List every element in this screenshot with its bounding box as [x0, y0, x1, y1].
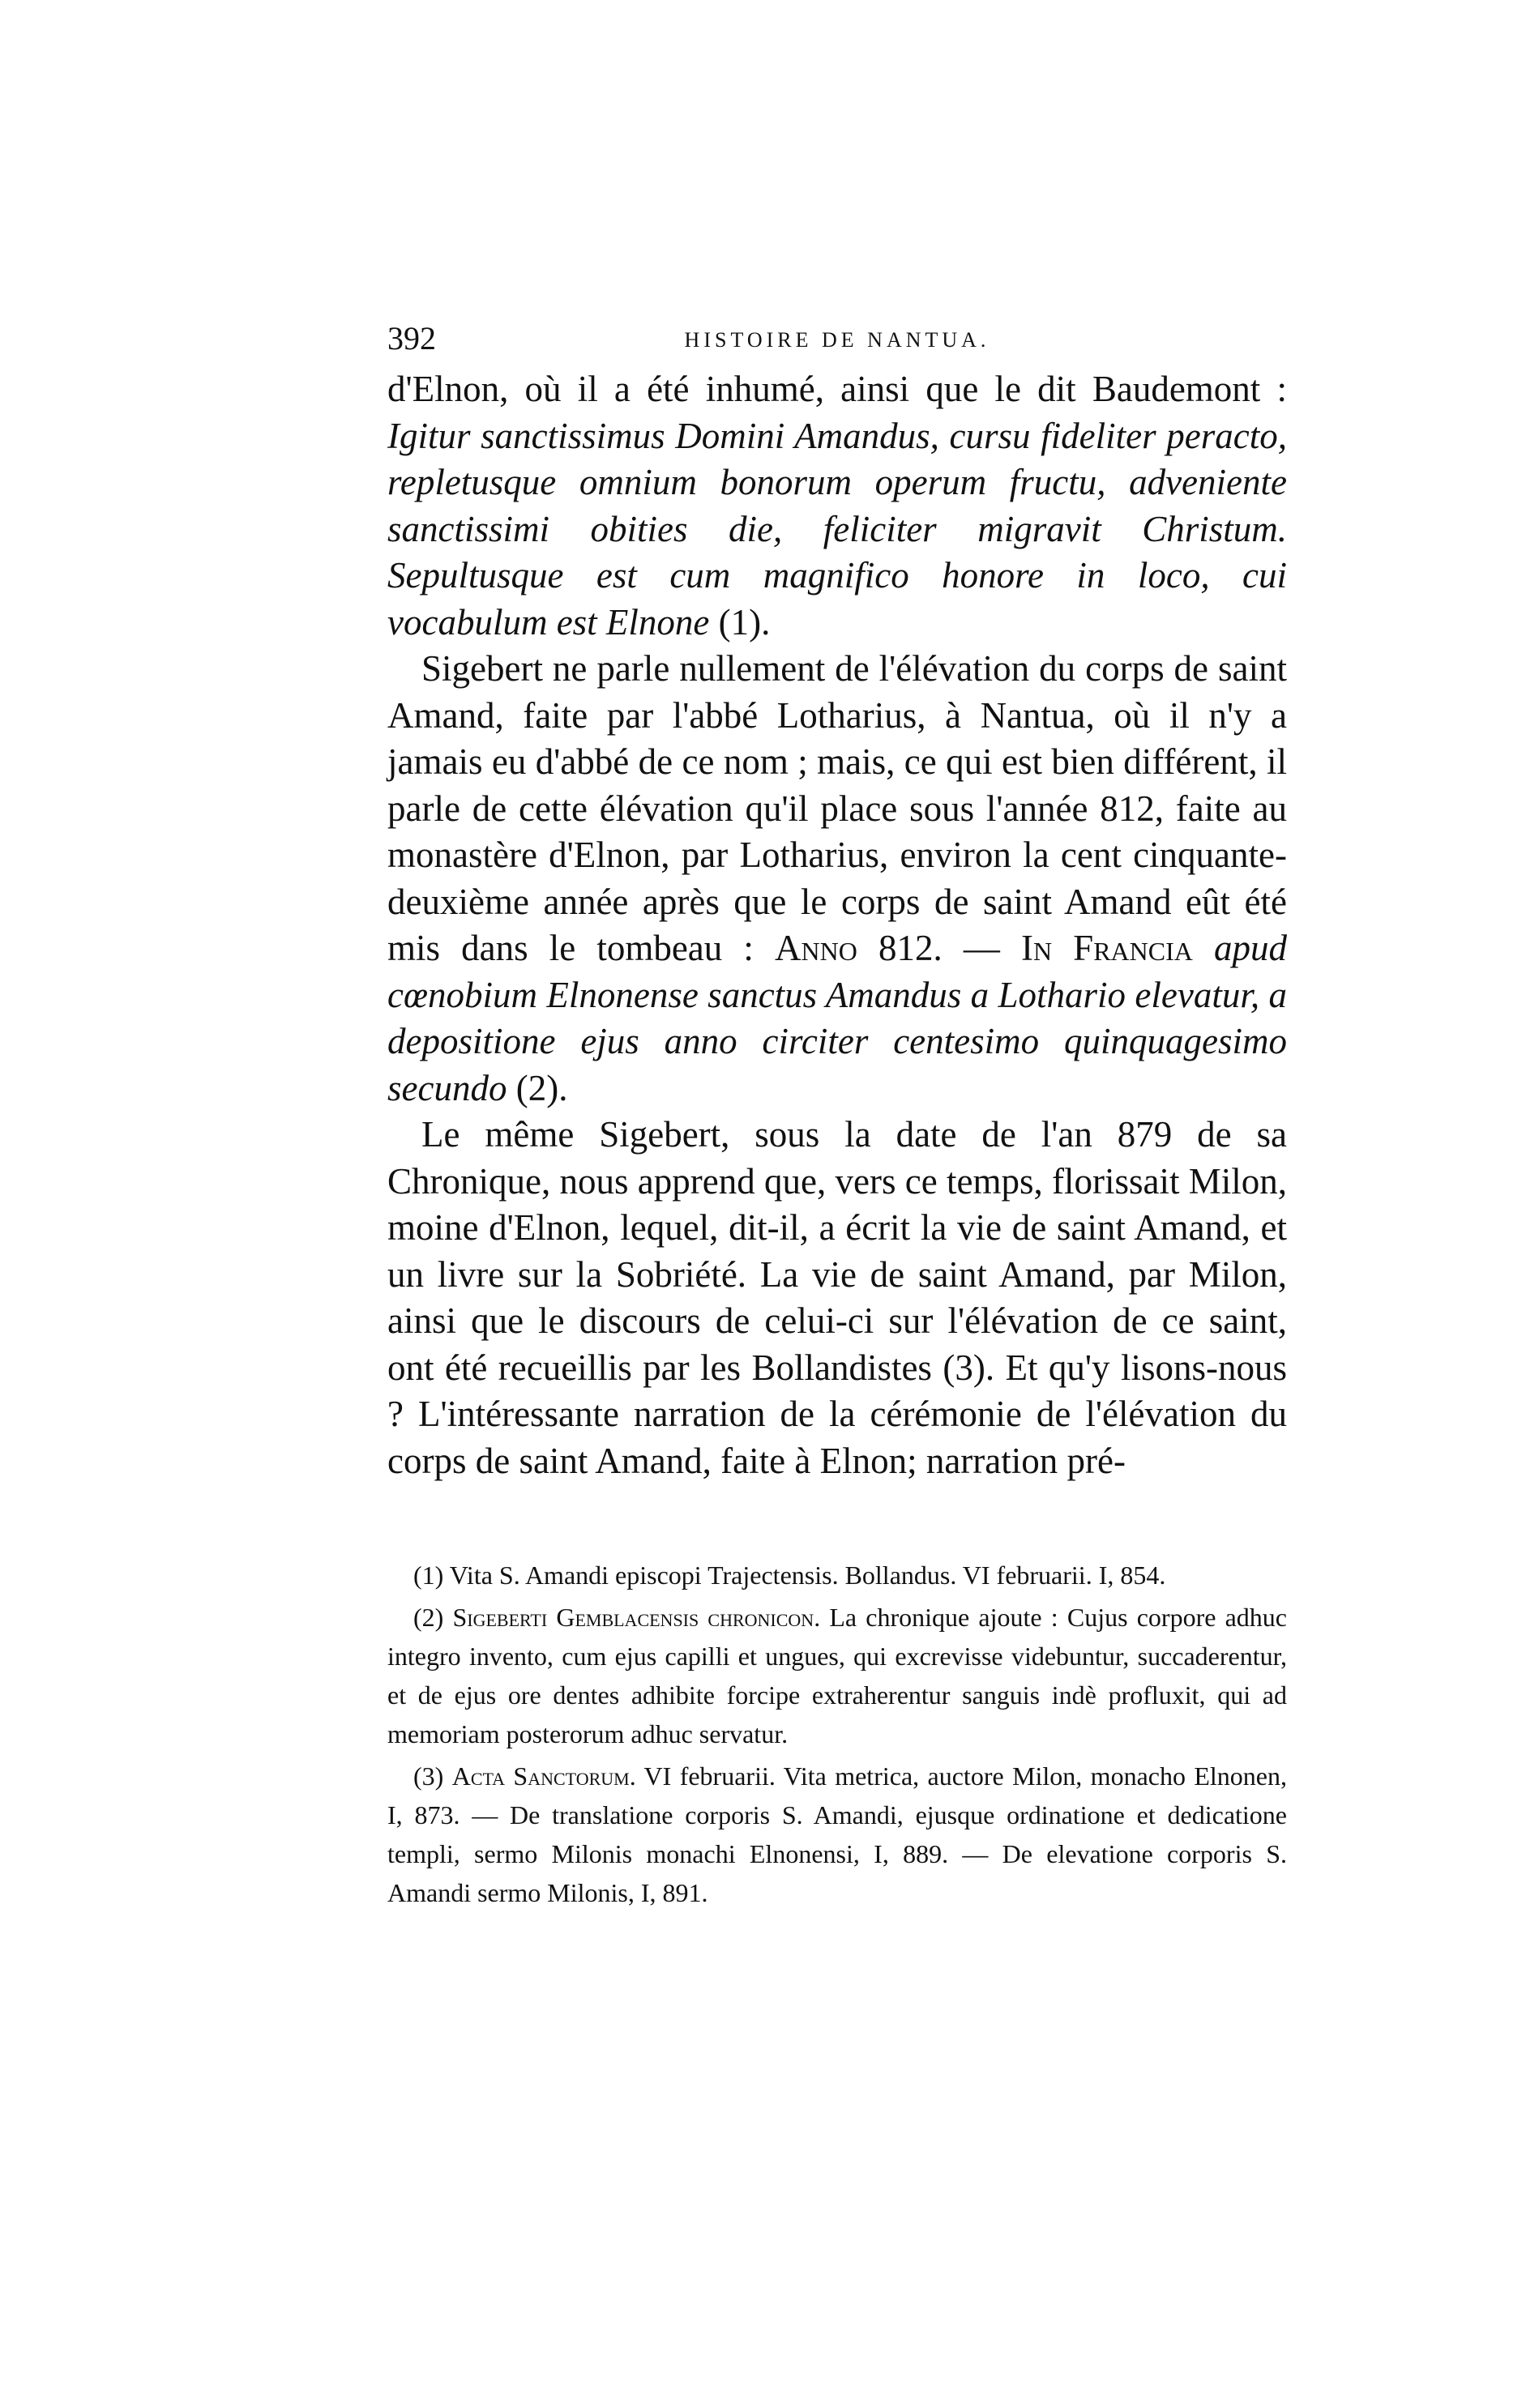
footnote-2	[387, 1598, 1287, 1753]
page-header	[387, 318, 1287, 360]
footnote-3-label: (3)	[413, 1761, 452, 1791]
footnote-ref-1: (1).	[709, 601, 771, 643]
latin-quotation-1: Igitur sanctissimus Domini Amandus, cursu fideliter peracto, repletusque omnium bonorum operum fructu, adveniente sanctissimi obities die, feliciter migravit Christum. Sepultusque est cum magnifico honore in loco, cui vocabulum est Elnone	[387, 415, 1287, 643]
footnotes	[387, 1556, 1287, 1912]
paragraph-2	[387, 646, 1287, 1112]
footnote-ref-2: (2).	[507, 1067, 568, 1108]
running-title: HISTOIRE DE NANTUA.	[684, 328, 990, 352]
footnote-2-source: Sigeberti Gemblacensis chronicon.	[452, 1603, 821, 1632]
footnote-3-text: VI februarii. Vita metrica, auctore Milon, monacho Elnonen, I, 873. — De translatione corporis S. Amandi, ejusque ordinatione et dedicatione templi, sermo Milonis monachi Elnonensi, I, 889. — De elevatione corporis S. Amandi sermo Milonis, I, 891.	[387, 1761, 1287, 1907]
main-text	[387, 366, 1287, 1484]
paragraph-2-text: Sigebert ne parle nullement de l'élévation du corps de saint Amand, faite par l'abbé Lotharius, à Nantua, où il n'y a jamais eu d'abbé de ce nom ; mais, ce qui est bien différent, il parle de cette élévation qu'il place sous l'année 812, faite au monastère d'Elnon, par Lotharius, environ la cent cinquante-deuxième année après que le corps de saint Amand eût été mis dans le tombeau :	[387, 648, 1287, 968]
footnote-2-label: (2)	[413, 1603, 453, 1632]
footnote-1: (1) Vita S. Amandi episcopi Trajectensis. Bollandus. VI februarii. I, 854.	[413, 1561, 1166, 1590]
annal-heading: Anno 812. — In Francia	[775, 928, 1193, 968]
page-number: 392	[387, 320, 436, 357]
footnote-3-source: Acta Sanctorum.	[451, 1761, 636, 1791]
paragraph-1	[387, 366, 1287, 646]
footnote-3	[387, 1757, 1287, 1912]
paragraph-1-text: d'Elnon, où il a été inhumé, ainsi que le dit Baudemont :	[387, 369, 1287, 409]
latin-quotation-2: apud cœnobium Elnonense sanctus Amandus a Lothario elevatur, a depositione ejus anno circiter centesimo quinquagesimo secundo	[387, 928, 1288, 1108]
footnote-2-text: La chronique ajoute : Cujus corpore adhuc integro invento, cum ejus capilli et ungues, qui excrevisse videbuntur, succaderentur, et de ejus ore dentes adhibite forcipe extraherentur sanguis indè profluxit, qui ad memoriam posterorum adhuc servatur.	[387, 1603, 1287, 1748]
paragraph-3: Le même Sigebert, sous la date de l'an 879 de sa Chronique, nous apprend que, vers ce temps, florissait Milon, moine d'Elnon, lequel, dit-il, a écrit la vie de saint Amand, et un livre sur la Sobriété. La vie de saint Amand, par Milon, ainsi que le discours de celui-ci sur l'élévation de ce saint, ont été recueillis par les Bollandistes (3). Et qu'y lisons-nous ? L'intéressante narration de la cérémonie de l'élévation du corps de saint Amand, faite à Elnon; narration pré-	[387, 1114, 1287, 1481]
